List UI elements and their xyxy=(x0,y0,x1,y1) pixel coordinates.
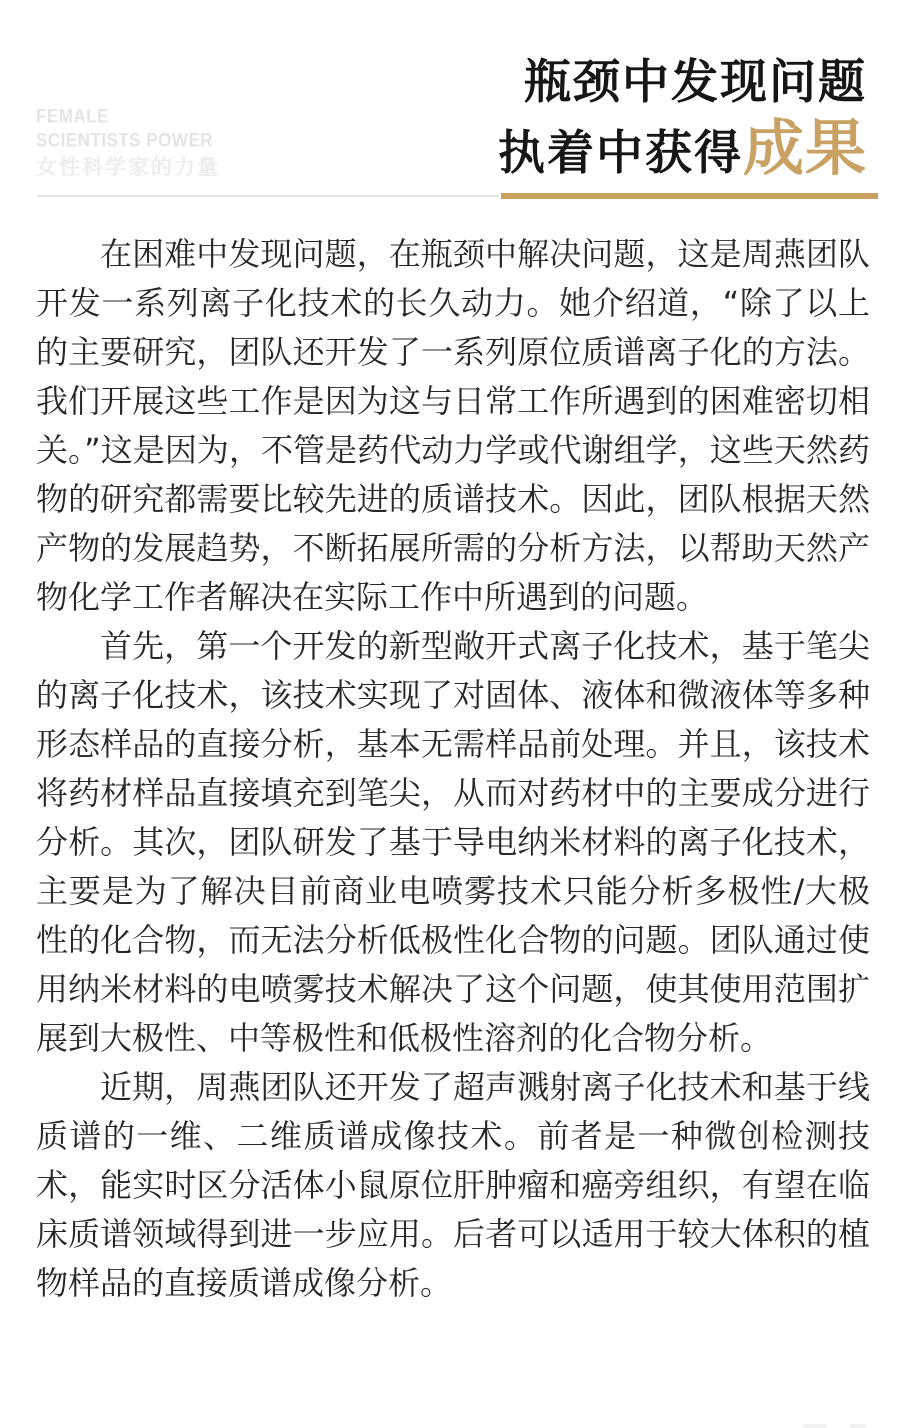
watermark-line-scientists-power: SCIENTISTS POWER xyxy=(36,129,214,152)
divider-gray-line xyxy=(37,195,499,197)
page-title xyxy=(498,50,867,187)
watermark-line-chinese: 女性科学家的力量 xyxy=(36,155,220,179)
cropped-footer-mark xyxy=(803,1424,827,1428)
title-line-2-highlight: 成果 xyxy=(742,113,867,184)
article-paragraph: 首先，第一个开发的新型敞开式离子化技术，基于笔尖的离子化技术，该技术实现了对固体、液体和微液体等多种形态样品的直接分析，基本无需样品前处理。并且，该技术将药材样品直接填充到笔尖，从而对药材中的主要成分进行分析。其次，团队研发了基于导电纳米材料的离子化技术，主要是为了解决目前商业电喷雾技术只能分析多极性/大极性的化合物，而无法分析低极性化合物的问题。团队通过使用纳米材料的电喷雾技术解决了这个问题，使其使用范围扩展到大极性、中等极性和低极性溶剂的化合物分析。 xyxy=(36,627,870,1057)
article-body xyxy=(36,230,870,1308)
title-line-2-prefix: 执着中获得 xyxy=(497,126,743,181)
article-paragraph: 在困难中发现问题，在瓶颈中解决问题，这是周燕团队开发一系列离子化技术的长久动力。她介绍道，“除了以上的主要研究，团队还开发了一系列原位质谱离子化的方法。我们开展这些工作是因为这与日常工作所遇到的困难密切相关。”这是因为，不管是药代动力学或代谢组学，这些天然药物的研究都需要比较先进的质谱技术。因此，团队根据天然产物的发展趋势，不断拓展所需的分析方法，以帮助天然产物化学工作者解决在实际工作中所遇到的问题。 xyxy=(36,235,870,616)
title-line-2 xyxy=(497,113,867,187)
cropped-footer-mark xyxy=(850,1424,866,1428)
title-line-1: 瓶颈中发现问题 xyxy=(524,55,867,110)
article-paragraph: 近期，周燕团队还开发了超声溅射离子化技术和基于线质谱的一维、二维质谱成像技术。前者是一种微创检测技术，能实时区分活体小鼠原位肝肿瘤和癌旁组织，有望在临床质谱领域得到进一步应用。后者可以适用于较大体积的植物样品的直接质谱成像分析。 xyxy=(36,1068,870,1302)
divider-gold-bar xyxy=(501,193,878,199)
brand-watermark xyxy=(36,103,220,181)
watermark-line-female: FEMALE xyxy=(36,105,109,128)
